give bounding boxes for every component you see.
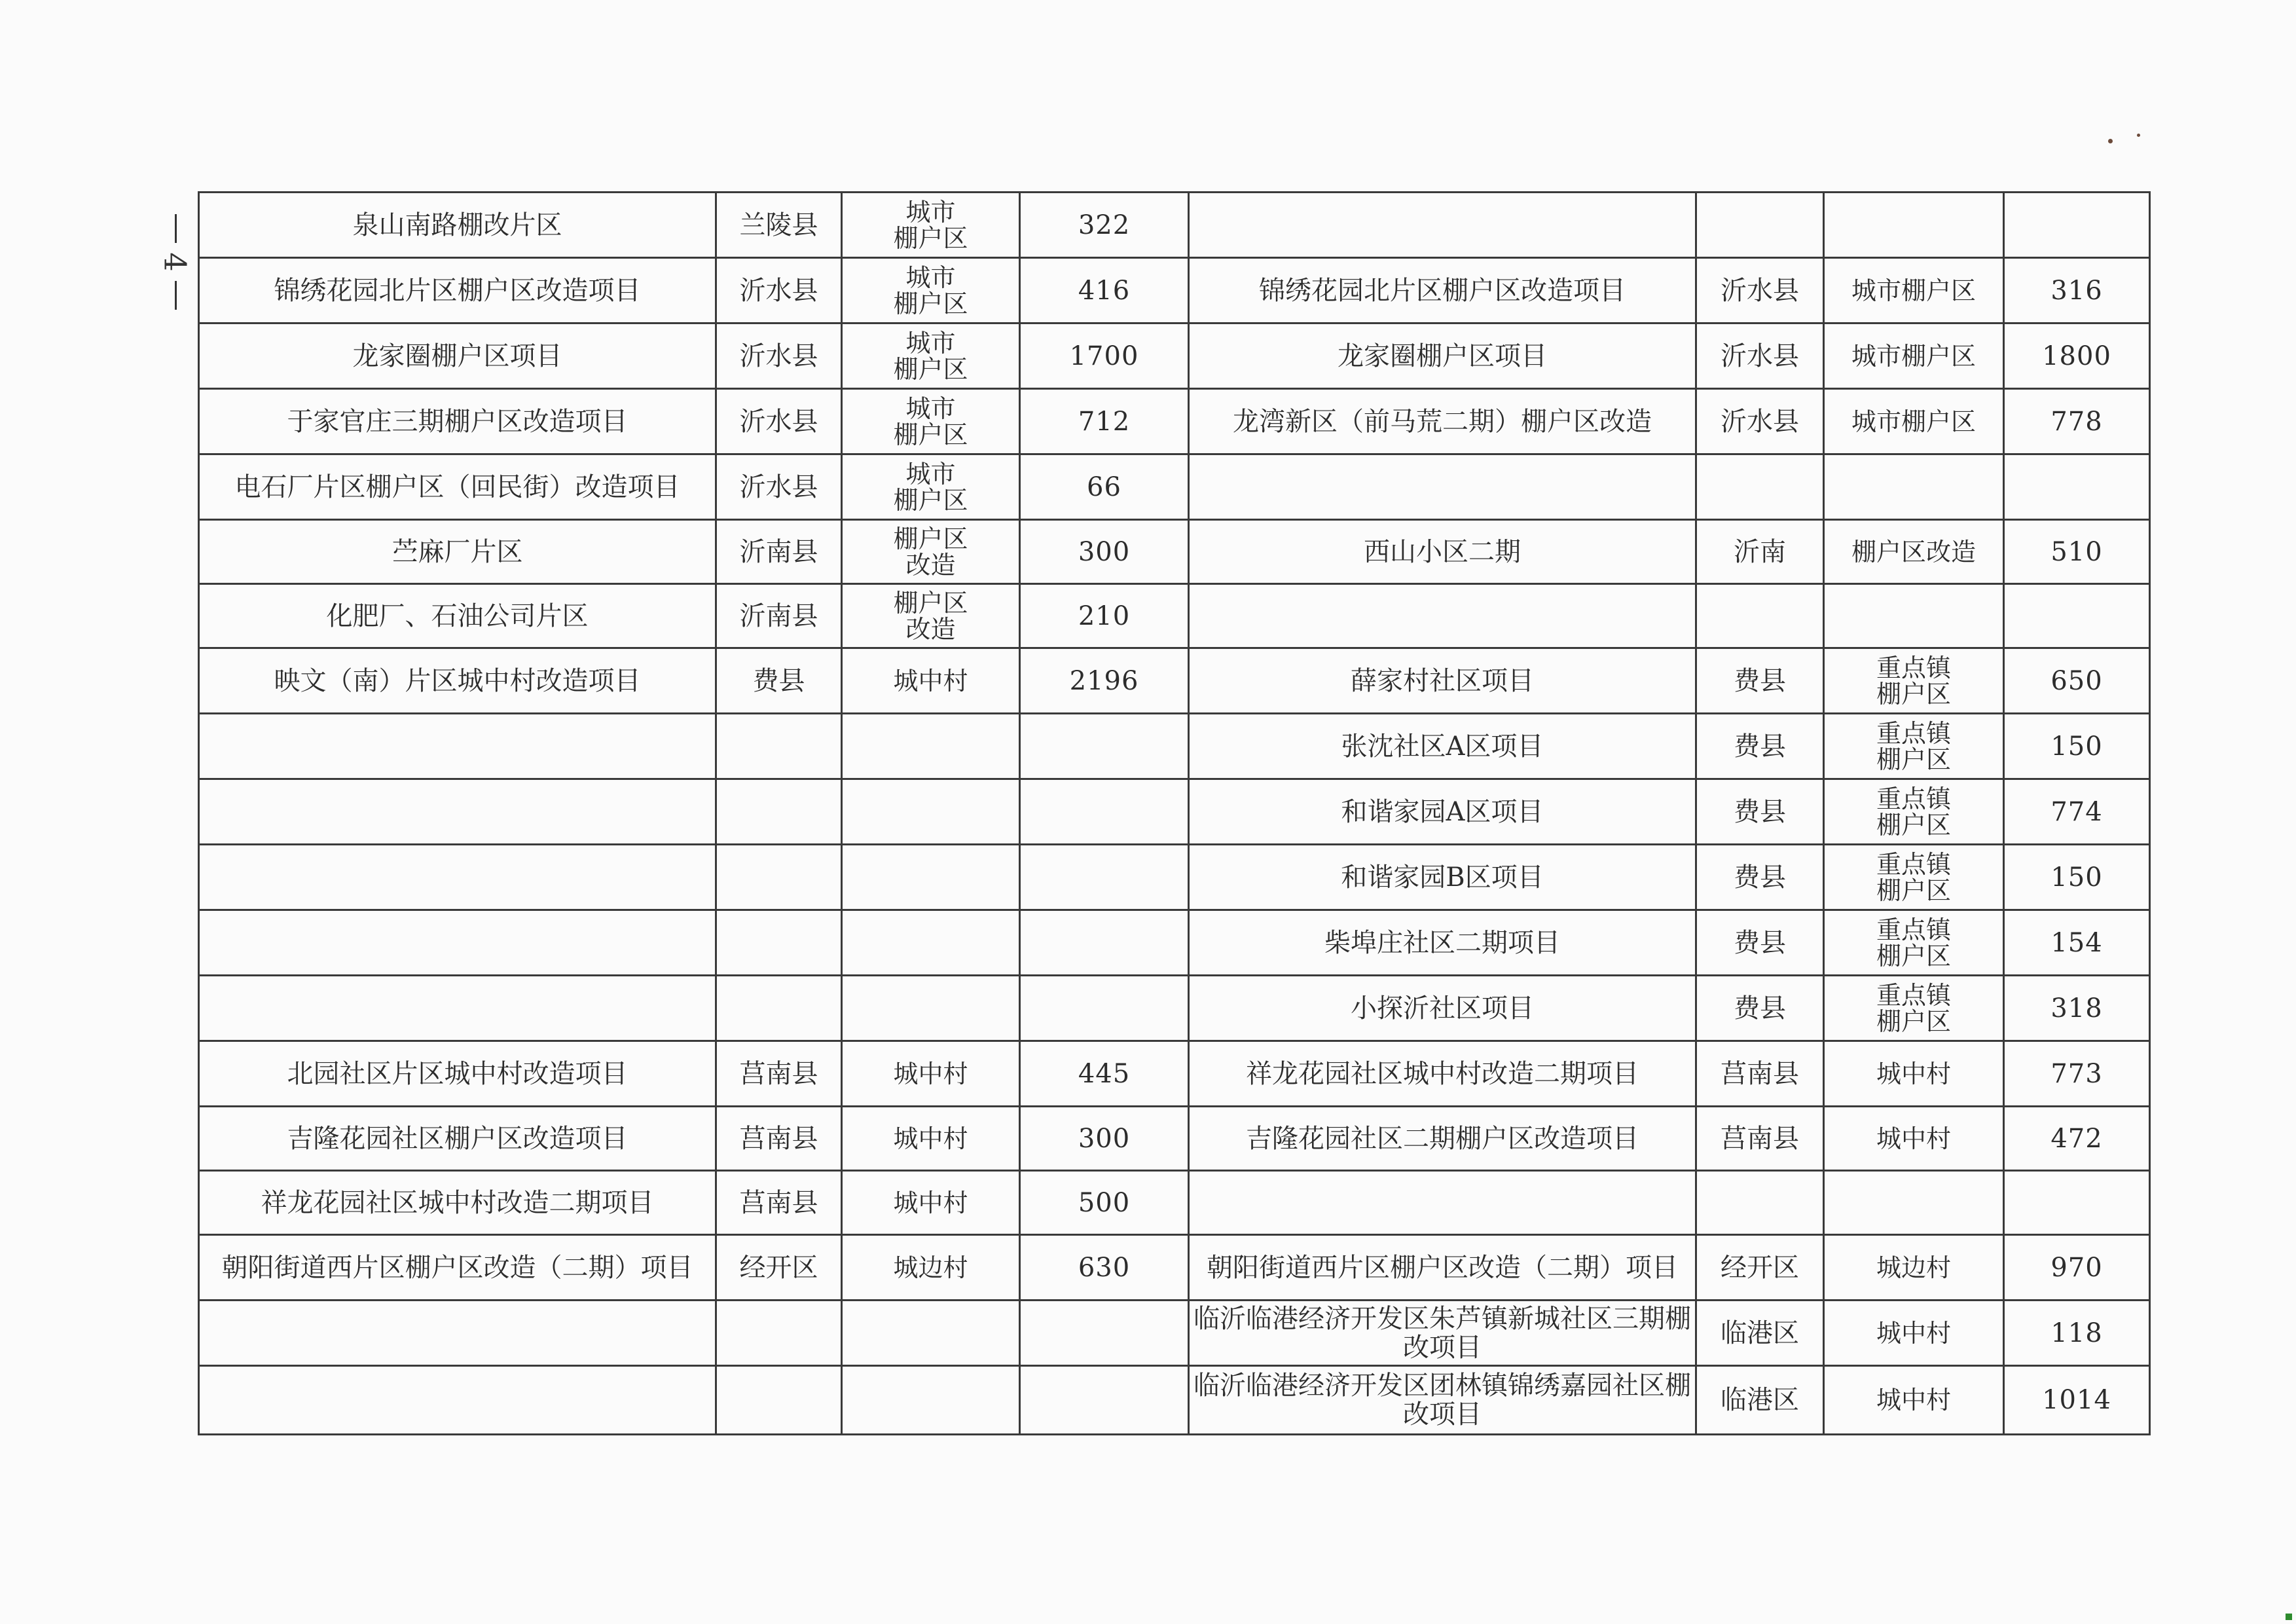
left-type-cell: 城市 棚户区	[842, 454, 1020, 520]
left-county-cell: 兰陵县	[716, 193, 842, 258]
right-count-cell: 774	[2004, 779, 2150, 845]
right-count-cell: 118	[2004, 1301, 2150, 1366]
right-count-cell: 773	[2004, 1041, 2150, 1107]
left-name-cell	[199, 1366, 716, 1435]
right-count-cell: 318	[2004, 976, 2150, 1041]
right-county-cell: 费县	[1696, 714, 1824, 779]
left-count-cell	[1020, 714, 1189, 779]
right-count-cell: 472	[2004, 1107, 2150, 1171]
table-row	[199, 1171, 2150, 1235]
left-count-cell	[1020, 1301, 1189, 1366]
page-number-dash-top	[175, 214, 177, 243]
table-row	[199, 193, 2150, 258]
left-count-cell: 300	[1020, 520, 1189, 584]
right-count-cell: 510	[2004, 520, 2150, 584]
page-number-value: 4	[158, 252, 193, 272]
right-county-cell: 临港区	[1696, 1366, 1824, 1435]
left-name-cell: 锦绣花园北片区棚户区改造项目	[199, 258, 716, 323]
left-count-cell: 210	[1020, 584, 1189, 648]
page-number-dash-bottom	[175, 281, 177, 310]
right-county-cell: 经开区	[1696, 1235, 1824, 1301]
left-count-cell	[1020, 910, 1189, 976]
left-count-cell: 445	[1020, 1041, 1189, 1107]
left-name-cell: 化肥厂、石油公司片区	[199, 584, 716, 648]
left-name-cell	[199, 714, 716, 779]
left-county-cell: 沂水县	[716, 389, 842, 454]
table-row	[199, 1041, 2150, 1107]
right-count-cell: 778	[2004, 389, 2150, 454]
right-county-cell: 莒南县	[1696, 1041, 1824, 1107]
left-type-cell	[842, 1301, 1020, 1366]
right-name-cell: 锦绣花园北片区棚户区改造项目	[1189, 258, 1696, 323]
left-name-cell: 电石厂片区棚户区（回民街）改造项目	[199, 454, 716, 520]
right-count-cell: 1014	[2004, 1366, 2150, 1435]
right-county-cell: 费县	[1696, 779, 1824, 845]
right-name-cell: 临沂临港经济开发区团林镇锦绣嘉园社区棚改项目	[1189, 1366, 1696, 1435]
right-type-cell: 重点镇 棚户区	[1824, 714, 2004, 779]
left-type-cell	[842, 714, 1020, 779]
left-count-cell	[1020, 1366, 1189, 1435]
right-type-cell	[1824, 584, 2004, 648]
scan-specks	[2108, 131, 2147, 151]
table-row	[199, 845, 2150, 910]
right-name-cell: 龙家圈棚户区项目	[1189, 323, 1696, 389]
left-count-cell: 416	[1020, 258, 1189, 323]
left-county-cell: 经开区	[716, 1235, 842, 1301]
right-type-cell: 重点镇 棚户区	[1824, 910, 2004, 976]
left-county-cell: 沂水县	[716, 258, 842, 323]
left-name-cell: 朝阳街道西片区棚户区改造（二期）项目	[199, 1235, 716, 1301]
table-row	[199, 976, 2150, 1041]
right-count-cell	[2004, 1171, 2150, 1235]
left-count-cell: 322	[1020, 193, 1189, 258]
left-count-cell: 1700	[1020, 323, 1189, 389]
table-row	[199, 323, 2150, 389]
left-county-cell: 沂南县	[716, 520, 842, 584]
right-county-cell: 临港区	[1696, 1301, 1824, 1366]
left-type-cell: 城边村	[842, 1235, 1020, 1301]
left-count-cell: 712	[1020, 389, 1189, 454]
table-body	[199, 193, 2150, 1435]
right-county-cell: 费县	[1696, 845, 1824, 910]
scan-speck	[2108, 139, 2113, 143]
right-name-cell: 龙湾新区（前马荒二期）棚户区改造	[1189, 389, 1696, 454]
left-name-cell: 映文（南）片区城中村改造项目	[199, 648, 716, 714]
right-name-cell: 吉隆花园社区二期棚户区改造项目	[1189, 1107, 1696, 1171]
left-count-cell: 2196	[1020, 648, 1189, 714]
right-name-cell: 祥龙花园社区城中村改造二期项目	[1189, 1041, 1696, 1107]
right-county-cell	[1696, 1171, 1824, 1235]
table-row	[199, 454, 2150, 520]
table-row	[199, 648, 2150, 714]
right-county-cell: 沂水县	[1696, 389, 1824, 454]
right-type-cell: 城中村	[1824, 1366, 2004, 1435]
right-name-cell: 柴埠庄社区二期项目	[1189, 910, 1696, 976]
right-count-cell: 1800	[2004, 323, 2150, 389]
left-name-cell	[199, 845, 716, 910]
left-type-cell: 城市 棚户区	[842, 389, 1020, 454]
right-type-cell: 城边村	[1824, 1235, 2004, 1301]
left-county-cell: 沂水县	[716, 323, 842, 389]
left-name-cell	[199, 1301, 716, 1366]
right-count-cell: 154	[2004, 910, 2150, 976]
left-type-cell: 城市 棚户区	[842, 193, 1020, 258]
right-county-cell: 费县	[1696, 910, 1824, 976]
right-type-cell: 城市棚户区	[1824, 389, 2004, 454]
left-count-cell: 500	[1020, 1171, 1189, 1235]
left-county-cell: 沂南县	[716, 584, 842, 648]
right-type-cell	[1824, 1171, 2004, 1235]
right-county-cell	[1696, 454, 1824, 520]
table-row	[199, 714, 2150, 779]
left-county-cell: 沂水县	[716, 454, 842, 520]
right-type-cell: 重点镇 棚户区	[1824, 648, 2004, 714]
left-county-cell	[716, 1301, 842, 1366]
table-row	[199, 1301, 2150, 1366]
left-name-cell: 苎麻厂片区	[199, 520, 716, 584]
left-county-cell	[716, 779, 842, 845]
right-name-cell	[1189, 454, 1696, 520]
left-count-cell: 66	[1020, 454, 1189, 520]
left-name-cell: 于家官庄三期棚户区改造项目	[199, 389, 716, 454]
left-name-cell	[199, 976, 716, 1041]
right-type-cell: 城市棚户区	[1824, 323, 2004, 389]
right-county-cell: 费县	[1696, 648, 1824, 714]
left-name-cell: 龙家圈棚户区项目	[199, 323, 716, 389]
right-name-cell	[1189, 1171, 1696, 1235]
right-county-cell	[1696, 584, 1824, 648]
left-county-cell: 莒南县	[716, 1107, 842, 1171]
left-name-cell: 北园社区片区城中村改造项目	[199, 1041, 716, 1107]
left-county-cell	[716, 1366, 842, 1435]
left-type-cell: 城市 棚户区	[842, 323, 1020, 389]
table-row	[199, 1366, 2150, 1435]
left-type-cell: 城中村	[842, 1041, 1020, 1107]
right-county-cell: 沂水县	[1696, 258, 1824, 323]
right-count-cell: 650	[2004, 648, 2150, 714]
right-count-cell: 150	[2004, 845, 2150, 910]
right-type-cell: 城市棚户区	[1824, 258, 2004, 323]
right-name-cell: 和谐家园B区项目	[1189, 845, 1696, 910]
right-county-cell: 沂水县	[1696, 323, 1824, 389]
table-row	[199, 389, 2150, 454]
left-count-cell	[1020, 779, 1189, 845]
right-name-cell: 西山小区二期	[1189, 520, 1696, 584]
right-name-cell: 朝阳街道西片区棚户区改造（二期）项目	[1189, 1235, 1696, 1301]
right-count-cell: 970	[2004, 1235, 2150, 1301]
table-row	[199, 1235, 2150, 1301]
project-table	[198, 191, 2151, 1435]
right-type-cell: 重点镇 棚户区	[1824, 779, 2004, 845]
left-county-cell	[716, 910, 842, 976]
right-type-cell: 城中村	[1824, 1301, 2004, 1366]
right-count-cell	[2004, 193, 2150, 258]
left-count-cell	[1020, 845, 1189, 910]
right-county-cell: 沂南	[1696, 520, 1824, 584]
left-count-cell: 300	[1020, 1107, 1189, 1171]
right-count-cell	[2004, 454, 2150, 520]
right-name-cell	[1189, 584, 1696, 648]
left-type-cell: 城中村	[842, 1107, 1020, 1171]
right-type-cell: 棚户区改造	[1824, 520, 2004, 584]
left-count-cell	[1020, 976, 1189, 1041]
left-type-cell: 城中村	[842, 1171, 1020, 1235]
right-name-cell: 薛家村社区项目	[1189, 648, 1696, 714]
right-count-cell: 150	[2004, 714, 2150, 779]
corner-mark	[2286, 1614, 2292, 1620]
left-name-cell: 泉山南路棚改片区	[199, 193, 716, 258]
left-type-cell	[842, 845, 1020, 910]
left-type-cell: 城中村	[842, 648, 1020, 714]
left-name-cell: 祥龙花园社区城中村改造二期项目	[199, 1171, 716, 1235]
left-county-cell	[716, 714, 842, 779]
table-row	[199, 584, 2150, 648]
left-type-cell	[842, 1366, 1020, 1435]
right-name-cell: 临沂临港经济开发区朱芦镇新城社区三期棚改项目	[1189, 1301, 1696, 1366]
left-type-cell	[842, 910, 1020, 976]
left-count-cell: 630	[1020, 1235, 1189, 1301]
left-type-cell: 棚户区 改造	[842, 520, 1020, 584]
left-county-cell	[716, 845, 842, 910]
left-county-cell: 莒南县	[716, 1041, 842, 1107]
left-county-cell: 费县	[716, 648, 842, 714]
right-county-cell: 费县	[1696, 976, 1824, 1041]
right-name-cell	[1189, 193, 1696, 258]
left-name-cell: 吉隆花园社区棚户区改造项目	[199, 1107, 716, 1171]
left-county-cell: 莒南县	[716, 1171, 842, 1235]
left-type-cell: 城市 棚户区	[842, 258, 1020, 323]
scan-speck	[2137, 134, 2140, 137]
left-county-cell	[716, 976, 842, 1041]
table-row	[199, 520, 2150, 584]
left-name-cell	[199, 779, 716, 845]
right-name-cell: 和谐家园A区项目	[1189, 779, 1696, 845]
table-row	[199, 910, 2150, 976]
right-type-cell: 重点镇 棚户区	[1824, 845, 2004, 910]
right-count-cell: 316	[2004, 258, 2150, 323]
right-name-cell: 小探沂社区项目	[1189, 976, 1696, 1041]
table-row	[199, 779, 2150, 845]
right-county-cell: 莒南县	[1696, 1107, 1824, 1171]
left-type-cell	[842, 779, 1020, 845]
right-name-cell: 张沈社区A区项目	[1189, 714, 1696, 779]
left-type-cell: 棚户区 改造	[842, 584, 1020, 648]
left-name-cell	[199, 910, 716, 976]
right-type-cell: 重点镇 棚户区	[1824, 976, 2004, 1041]
right-county-cell	[1696, 193, 1824, 258]
right-type-cell: 城中村	[1824, 1107, 2004, 1171]
left-type-cell	[842, 976, 1020, 1041]
right-type-cell	[1824, 193, 2004, 258]
table-row	[199, 1107, 2150, 1171]
right-type-cell	[1824, 454, 2004, 520]
right-count-cell	[2004, 584, 2150, 648]
table-row	[199, 258, 2150, 323]
page-number	[156, 196, 195, 327]
right-type-cell: 城中村	[1824, 1041, 2004, 1107]
